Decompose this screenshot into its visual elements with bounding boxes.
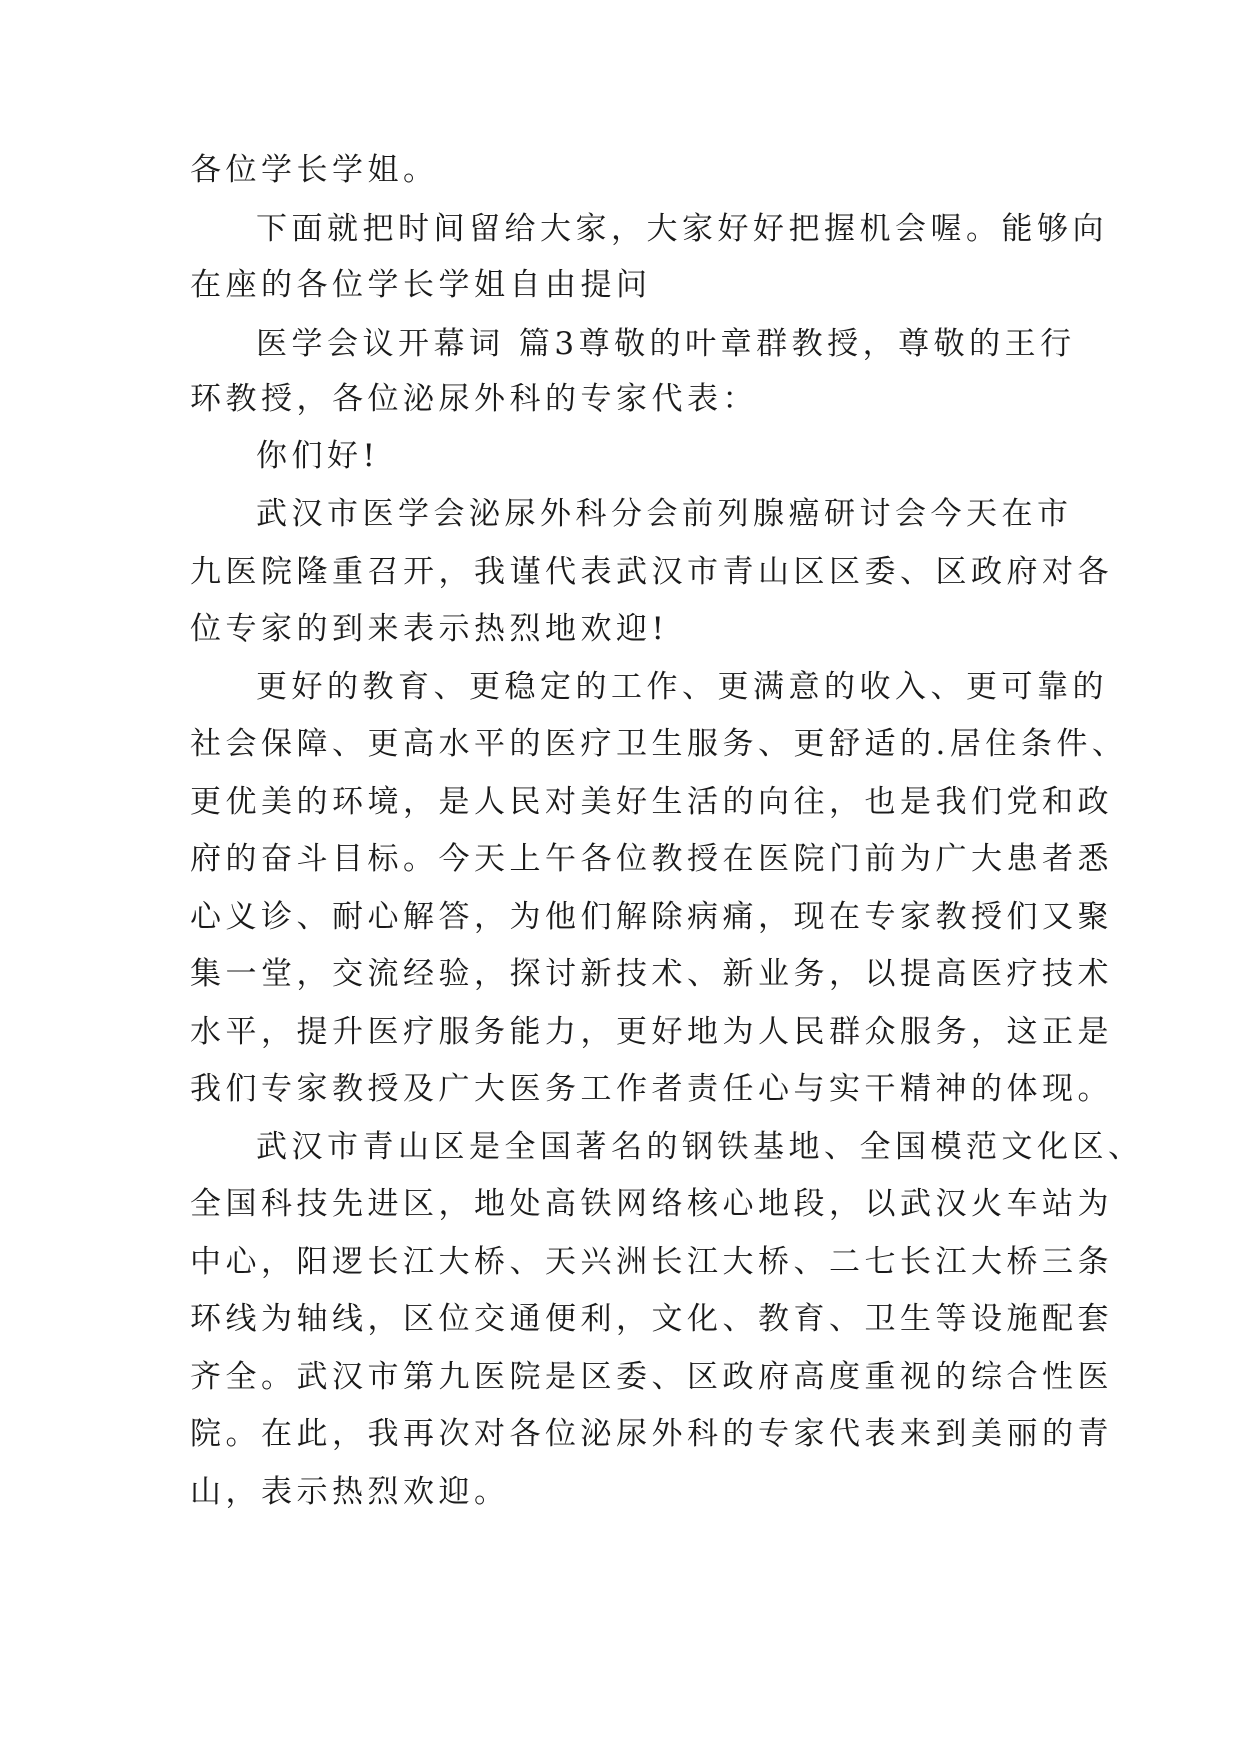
text-line: 府的奋斗目标。今天上午各位教授在医院门前为广大患者悉 <box>190 841 1113 877</box>
text-line: 九医院隆重召开，我谨代表武汉市青山区区委、区政府对各 <box>190 554 1113 590</box>
text-line: 水平，提升医疗服务能力，更好地为人民群众服务，这正是 <box>190 1014 1113 1050</box>
text-line: 下面就把时间留给大家，大家好好把握机会喔。能够向 <box>256 211 1108 247</box>
text-line: 山，表示热烈欢迎。 <box>190 1474 510 1510</box>
text-line: 齐全。武汉市第九医院是区委、区政府高度重视的综合性医 <box>190 1359 1113 1395</box>
text-line: 医学会议开幕词 篇3尊敬的叶章群教授，尊敬的王行 <box>256 326 1076 362</box>
text-line: 武汉市青山区是全国著名的钢铁基地、全国模范文化区、 <box>256 1129 1144 1165</box>
text-line: 中心，阳逻长江大桥、天兴洲长江大桥、二七长江大桥三条 <box>190 1244 1113 1280</box>
text-line: 环教授，各位泌尿外科的专家代表： <box>190 381 758 417</box>
text-line: 全国科技先进区，地处高铁网络核心地段，以武汉火车站为 <box>190 1186 1113 1222</box>
text-line: 集一堂，交流经验，探讨新技术、新业务，以提高医疗技术 <box>190 956 1113 992</box>
text-line: 心义诊、耐心解答，为他们解除病痛，现在专家教授们又聚 <box>190 899 1113 935</box>
text-line: 各位学长学姐。 <box>190 152 439 188</box>
text-line: 社会保障、更高水平的医疗卫生服务、更舒适的.居住条件、 <box>190 726 1128 762</box>
text-line: 在座的各位学长学姐自由提问 <box>190 267 652 303</box>
text-line: 武汉市医学会泌尿外科分会前列腺癌研讨会今天在市 <box>256 496 1073 532</box>
text-line: 我们专家教授及广大医务工作者责任心与实干精神的体现。 <box>190 1071 1113 1107</box>
text-line: 更好的教育、更稳定的工作、更满意的收入、更可靠的 <box>256 669 1108 705</box>
text-line: 你们好! <box>256 438 380 474</box>
text-line: 环线为轴线，区位交通便利，文化、教育、卫生等设施配套 <box>190 1301 1113 1337</box>
text-line: 院。在此，我再次对各位泌尿外科的专家代表来到美丽的青 <box>190 1416 1113 1452</box>
text-line: 更优美的环境，是人民对美好生活的向往，也是我们党和政 <box>190 784 1113 820</box>
text-line: 位专家的到来表示热烈地欢迎! <box>190 611 669 647</box>
